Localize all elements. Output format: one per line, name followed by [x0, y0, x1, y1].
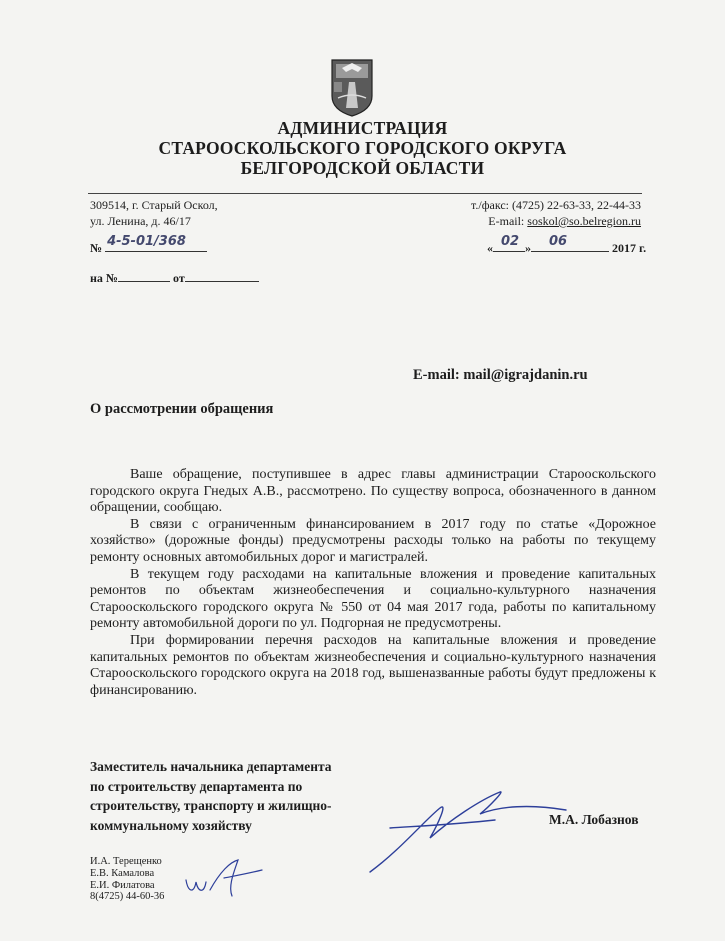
- date-month-line: [531, 234, 609, 252]
- executor-2: Е.В. Камалова: [90, 867, 155, 879]
- position-line-1: Заместитель начальника департамента: [90, 759, 332, 774]
- ref-number-label: на №: [90, 271, 118, 285]
- reg-date-row: [487, 234, 647, 256]
- executor-phone: 8(4725) 44-60-36: [90, 891, 165, 903]
- date-open-quote: «: [487, 241, 493, 255]
- date-close-quote: »: [525, 241, 531, 255]
- signatory-name: М.А. Лобазнов: [549, 812, 639, 827]
- org-email-label: E-mail:: [488, 214, 525, 228]
- date-year: 2017 г.: [612, 241, 647, 255]
- executors-block: [90, 856, 164, 903]
- org-name-line-1: АДМИНИСТРАЦИЯ: [277, 118, 448, 138]
- body-paragraph-2: В связи с ограниченным финансированием в 2017 году по статье «Дорожное хозяйство» (дорожные фонды) предусмотрены расходы только на работы по текущему ремонту основных автомобильных дорог и магистралей.: [90, 516, 656, 565]
- address-line-1: 309514, г. Старый Оскол,: [90, 198, 218, 212]
- body-paragraph-3: В текущем году расходами на капитальные вложения и проведение капитальных ремонтов по объектам жизнеобеспечения и социально-культурного назначения Старооскольского городского округа № 550 от 04 мая 2017 года, работы по капитальному ремонту автомобильной дороги по ул. Подгорная не предусмотрены.: [90, 566, 656, 632]
- header-divider: [88, 193, 642, 194]
- reg-number-label: №: [90, 241, 103, 255]
- org-email-value: soskol@so.belregion.ru: [527, 214, 641, 228]
- subject-line: О рассмотрении обращения: [90, 401, 274, 417]
- reg-number-handwritten: 4-5-01/368: [107, 234, 186, 249]
- reg-number-row: [90, 234, 207, 256]
- ref-from-label: от: [172, 271, 185, 285]
- position-line-3: строительству, транспорту и жилищно-: [90, 798, 332, 813]
- body-paragraph-4: При формировании перечня расходов на капитальные вложения и проведение капитальных ремонтов по объектам жизнеобеспечения и социально-культурного назначения Старооскольского городского округа на 2018 год, вышеназванные работы будут предложены к финансированию.: [90, 632, 656, 698]
- ref-number-line: [118, 268, 170, 282]
- executor-1: И.А. Терещенко: [90, 856, 162, 867]
- date-day-handwritten: 02: [501, 234, 520, 249]
- reg-number-line: [105, 234, 207, 252]
- approval-initials: [180, 852, 270, 902]
- org-name-line-3: БЕЛГОРОДСКОЙ ОБЛАСТИ: [240, 158, 485, 178]
- phone-fax: т./факс: (4725) 22-63-33, 22-44-33: [471, 198, 641, 212]
- coat-of-arms-emblem: [330, 58, 374, 118]
- position-line-4: коммунальному хозяйству: [90, 817, 252, 833]
- ref-from-line: [185, 268, 259, 282]
- date-month-handwritten: 06: [549, 234, 568, 249]
- executor-3: Е.И. Филатова: [90, 879, 155, 891]
- org-email: [488, 213, 641, 229]
- recipient-email: E-mail: mail@igrajdanin.ru: [413, 367, 588, 383]
- address-line-2: ул. Ленина, д. 46/17: [90, 214, 191, 228]
- reference-row: [90, 268, 259, 286]
- handwritten-signature: [330, 780, 570, 890]
- org-name-line-2: СТАРООСКОЛЬСКОГО ГОРОДСКОГО ОКРУГА: [158, 138, 567, 158]
- letter-body: [90, 467, 656, 699]
- position-line-2: по строительству департамента по: [90, 778, 303, 794]
- date-day-line: [493, 234, 525, 252]
- body-paragraph-1: Ваше обращение, поступившее в адрес главы администрации Старооскольского городского округа Гнедых А.В., рассмотрено. По существу вопроса, обозначенного в данном обращении, сообщаю.: [90, 467, 656, 516]
